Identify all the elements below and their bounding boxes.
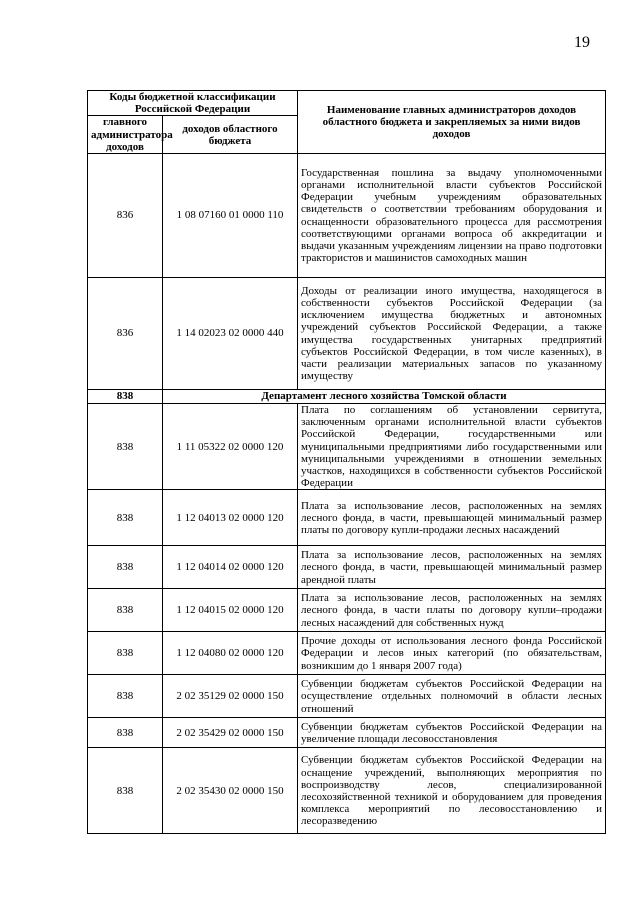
revenue-description: Государственная пошлина за выдачу уполномоченными органами исполнительной власти субъектов Российской Федерации учебным учреждениям образовательных свидетельств о соответствии требованиям оборудования и оснащенности образовательного процесса для рассмотрения соответствующими органами вопроса об аккредитации и выдачи указанным учреждениям лицензии на право подготовки трактористов и машинистов самоходных машин (298, 154, 606, 278)
department-admin-code: 838 (88, 390, 163, 404)
table-row (88, 546, 606, 589)
department-row (88, 390, 606, 404)
revenue-description: Субвенции бюджетам субъектов Российской Федерации на осуществление отдельных полномочий в области лесных отношений (298, 675, 606, 718)
table-row (88, 632, 606, 675)
admin-code: 838 (88, 718, 163, 748)
table-row (88, 718, 606, 748)
revenue-code: 1 12 04013 02 0000 120 (163, 490, 298, 546)
revenue-code: 1 12 04080 02 0000 120 (163, 632, 298, 675)
table-row (88, 490, 606, 546)
revenue-column-header: доходов областного бюджета (163, 116, 298, 154)
revenue-description: Доходы от реализации иного имущества, находящегося в собственности субъектов Российской Федерации (за исключением имущества бюджетных и автономных учреждений субъектов Российской Федерации, а также имущества государственных унитарных предприятий субъектов Российской Федерации, в том числе казенных), в части реализации материальных запасов по указанному имуществу (298, 278, 606, 390)
table-row (88, 278, 606, 390)
revenue-code: 2 02 35429 02 0000 150 (163, 718, 298, 748)
revenue-description: Плата за использование лесов, расположенных на землях лесного фонда, в части, превышающей минимальный размер арендной платы (298, 546, 606, 589)
budget-classification-table (87, 90, 606, 834)
admin-code: 838 (88, 546, 163, 589)
admin-code: 838 (88, 490, 163, 546)
revenue-code: 1 11 05322 02 0000 120 (163, 404, 298, 490)
revenue-code: 2 02 35430 02 0000 150 (163, 748, 298, 834)
revenue-description: Плата за использование лесов, расположенных на землях лесного фонда, в части платы по договору купли–продажи лесных насаждений для собственных нужд (298, 589, 606, 632)
admin-code: 838 (88, 632, 163, 675)
revenue-description: Субвенции бюджетам субъектов Российской Федерации на увеличение площади лесовосстановления (298, 718, 606, 748)
admin-code: 838 (88, 675, 163, 718)
revenue-code: 2 02 35129 02 0000 150 (163, 675, 298, 718)
admin-column-header: главного администратора доходов (88, 116, 163, 154)
revenue-description: Субвенции бюджетам субъектов Российской Федерации на оснащение учреждений, выполняющих мероприятия по воспроизводству лесов, специализированной лесохозяйственной техникой и оборудованием для проведения комплекса мероприятий по лесовосстановлению и лесоразведению (298, 748, 606, 834)
admin-code: 838 (88, 748, 163, 834)
revenue-code: 1 12 04015 02 0000 120 (163, 589, 298, 632)
revenue-description: Прочие доходы от использования лесного фонда Российской Федерации и лесов иных категорий (по обязательствам, возникшим до 1 января 2007 года) (298, 632, 606, 675)
revenue-description: Плата за использование лесов, расположенных на землях лесного фонда, в части, превышающей минимальный размер платы по договору купли-продажи лесных насаждений (298, 490, 606, 546)
table-row (88, 589, 606, 632)
revenue-description: Плата по соглашениям об установлении сервитута, заключенным органами исполнительной власти субъектов Российской Федерации, государственными или муниципальными предприятиями либо государственными или муниципальными учреждениями в отношении земельных участков, находящихся в собственности субъектов Российской Федерации (298, 404, 606, 490)
department-name: Департамент лесного хозяйства Томской области (163, 390, 606, 404)
page-number: 19 (574, 34, 590, 51)
revenue-code: 1 14 02023 02 0000 440 (163, 278, 298, 390)
revenue-code: 1 08 07160 01 0000 110 (163, 154, 298, 278)
admin-code: 838 (88, 589, 163, 632)
table-row (88, 404, 606, 490)
table-row (88, 154, 606, 278)
admin-code: 838 (88, 404, 163, 490)
admin-code: 836 (88, 154, 163, 278)
admin-code: 836 (88, 278, 163, 390)
table-row (88, 748, 606, 834)
revenue-code: 1 12 04014 02 0000 120 (163, 546, 298, 589)
codes-group-header: Коды бюджетной классификации Российской Федерации (88, 91, 298, 116)
name-column-header: Наименование главных администраторов доходов областного бюджета и закрепляемых за ними видов доходов (298, 91, 606, 154)
table-row (88, 675, 606, 718)
